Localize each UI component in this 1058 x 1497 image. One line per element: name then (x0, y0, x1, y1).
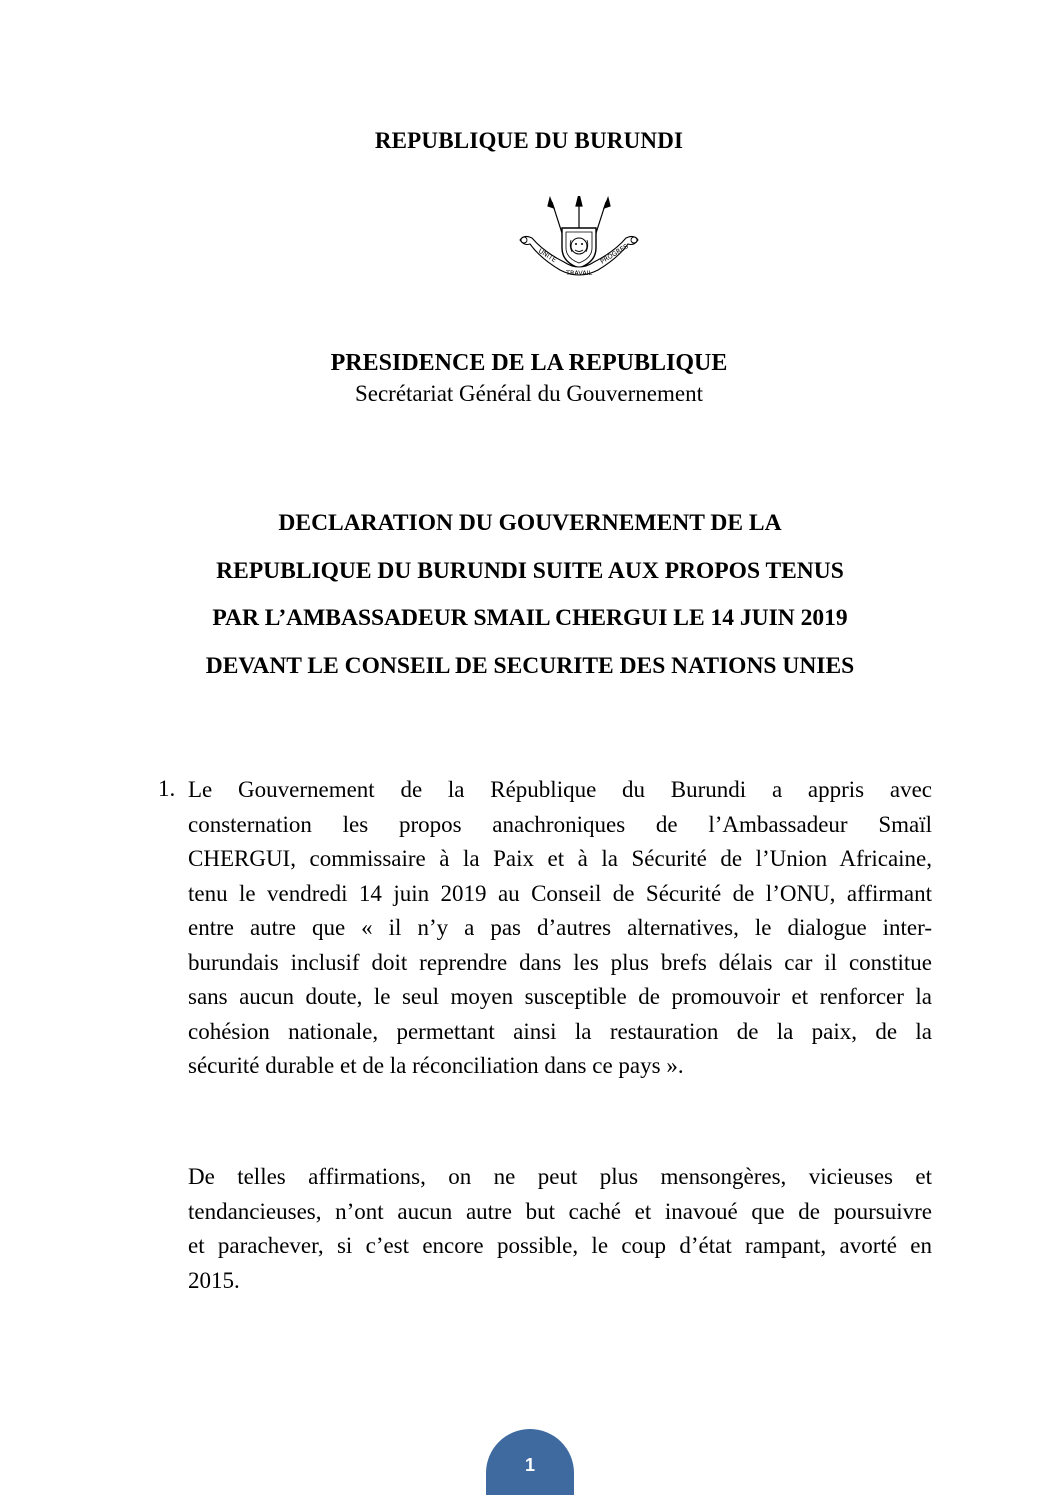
text-line: sans aucun doute, le seul moyen susceptible de promouvoir et renforcer la (188, 984, 932, 1009)
text-line: tendancieuses, n’ont aucun autre but caché et inavoué que de poursuivre (188, 1198, 932, 1224)
text-line: consternation les propos anachroniques de l’Ambassadeur Smaïl (188, 811, 932, 837)
text-line: De telles affirmations, on ne peut plus mensongères, vicieuses et (188, 1164, 932, 1189)
paragraph-1 (188, 773, 932, 1084)
declaration-title (110, 500, 950, 690)
office-name: PRESIDENCE DE LA REPUBLIQUE (330, 350, 728, 376)
title-line: DEVANT LE CONSEIL DE SECURITE DES NATIONS UNIES (205, 652, 855, 679)
coat-of-arms-icon (514, 196, 644, 296)
text-line: tenu le vendredi 14 juin 2019 au Conseil de Sécurité de l’ONU, affirmant (188, 880, 932, 906)
title-line: PAR L’AMBASSADEUR SMAIL CHERGUI LE 14 JUIN 2019 (212, 605, 848, 631)
page-number: 1 (524, 1455, 535, 1475)
text-line: CHERGUI, commissaire à la Paix et à la Sécurité de l’Union Africaine, (188, 846, 932, 871)
paragraph-2 (188, 1160, 932, 1298)
text-line: et parachever, si c’est encore possible, le coup d’état rampant, avorté en (188, 1233, 932, 1258)
svg-text:TRAVAIL: TRAVAIL (566, 269, 593, 277)
page-title: REPUBLIQUE DU BURUNDI (374, 128, 684, 153)
text-line: cohésion nationale, permettant ainsi la restauration de la paix, de la (188, 1018, 932, 1044)
svg-text:UNITE: UNITE (536, 246, 558, 265)
text-line: burundais inclusif doit reprendre dans les plus brefs délais car il constitue (188, 949, 932, 975)
text-line: 2015. (188, 1267, 240, 1293)
department-name: Secrétariat Général du Gouvernement (354, 381, 704, 406)
svg-text:PROGRES: PROGRES (598, 242, 630, 266)
list-item-number: 1. (158, 776, 176, 801)
text-line: Le Gouvernement de la République du Burundi a appris avec (188, 777, 932, 802)
text-line: sécurité durable et de la réconciliation dans ce pays ». (188, 1053, 684, 1078)
text-line: entre autre que « il n’y a pas d’autres alternatives, le dialogue inter- (188, 915, 932, 940)
title-line: DECLARATION DU GOUVERNEMENT DE LA (278, 510, 782, 536)
title-line: REPUBLIQUE DU BURUNDI SUITE AUX PROPOS TENUS (216, 557, 844, 584)
